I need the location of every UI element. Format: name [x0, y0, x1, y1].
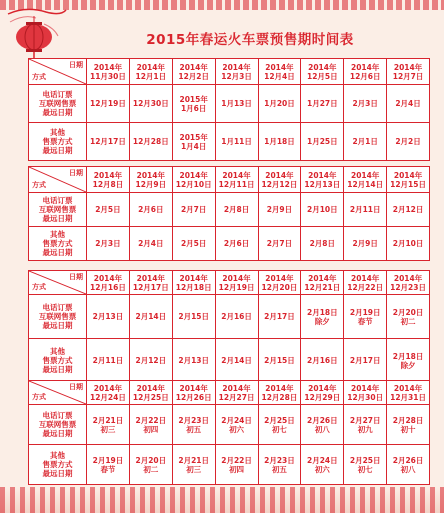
date-cell: 1月27日 — [301, 85, 344, 123]
date-header-cell: 2014年 12月14日 — [344, 167, 387, 193]
date-cell: 2月18日 除夕 — [301, 295, 344, 339]
date-cell: 2月13日 — [172, 339, 215, 383]
date-cell: 2月22日 初四 — [215, 445, 258, 485]
date-cell: 2月12日 — [387, 193, 430, 227]
date-header-cell: 2014年 12月8日 — [87, 167, 130, 193]
phone-online-row-label: 电话订票 互联网售票 最远日期 — [29, 193, 87, 227]
date-cell: 2月3日 — [87, 227, 130, 261]
date-cell: 2月11日 — [87, 339, 130, 383]
date-header-cell: 2014年 12月21日 — [301, 271, 344, 295]
method-header-label: 方式 — [32, 181, 46, 189]
phone-online-row-label: 电话订票 互联网售票 最远日期 — [29, 405, 87, 445]
date-cell: 2月19日 春节 — [344, 295, 387, 339]
date-cell: 2月8日 — [301, 227, 344, 261]
date-cell: 1月13日 — [215, 85, 258, 123]
phone-online-row-label: 电话订票 互联网售票 最远日期 — [29, 85, 87, 123]
method-header-label: 方式 — [32, 283, 46, 291]
other-row-label: 其他 售票方式 最远日期 — [29, 227, 87, 261]
date-cell: 2月7日 — [258, 227, 301, 261]
phone-online-row — [29, 85, 430, 123]
date-header-label: 日期 — [69, 169, 83, 177]
date-cell: 2月10日 — [301, 193, 344, 227]
date-header-cell: 2014年 12月16日 — [87, 271, 130, 295]
date-header-cell: 2014年 12月28日 — [258, 381, 301, 405]
date-header-cell: 2014年 12月6日 — [344, 59, 387, 85]
date-cell: 12月28日 — [129, 123, 172, 161]
date-cell: 2月13日 — [87, 295, 130, 339]
bottom-decorative-border — [0, 487, 444, 513]
corner-cell — [29, 271, 87, 295]
date-cell: 2月4日 — [387, 85, 430, 123]
date-cell: 2月25日 初七 — [258, 405, 301, 445]
date-cell: 2月16日 — [301, 339, 344, 383]
date-header-cell: 2014年 12月4日 — [258, 59, 301, 85]
date-header-cell: 2014年 12月22日 — [344, 271, 387, 295]
date-header-cell: 2014年 12月3日 — [215, 59, 258, 85]
corner-cell — [29, 381, 87, 405]
date-cell: 2月9日 — [258, 193, 301, 227]
corner-cell — [29, 59, 87, 85]
date-cell: 2月21日 初三 — [172, 445, 215, 485]
date-header-cell: 2014年 12月20日 — [258, 271, 301, 295]
date-cell: 12月17日 — [87, 123, 130, 161]
date-header-cell: 2014年 12月26日 — [172, 381, 215, 405]
phone-online-row — [29, 193, 430, 227]
date-header-cell: 2014年 12月25日 — [129, 381, 172, 405]
date-cell: 2月9日 — [344, 227, 387, 261]
date-cell: 2月8日 — [215, 193, 258, 227]
other-row-label: 其他 售票方式 最远日期 — [29, 445, 87, 485]
date-header-cell: 2014年 12月7日 — [387, 59, 430, 85]
date-header-cell: 2014年 12月17日 — [129, 271, 172, 295]
date-cell: 2月5日 — [172, 227, 215, 261]
date-header-cell: 2014年 12月19日 — [215, 271, 258, 295]
header-row — [29, 167, 430, 193]
other-method-row — [29, 445, 430, 485]
date-cell: 2月24日 初六 — [301, 445, 344, 485]
other-row-label: 其他 售票方式 最远日期 — [29, 339, 87, 383]
date-header-cell: 2014年 12月9日 — [129, 167, 172, 193]
schedule-table-4 — [28, 380, 430, 485]
date-header-cell: 2014年 12月30日 — [344, 381, 387, 405]
date-cell: 2月6日 — [129, 193, 172, 227]
other-method-row — [29, 123, 430, 161]
date-header-cell: 2014年 12月1日 — [129, 59, 172, 85]
date-header-cell: 2014年 12月27日 — [215, 381, 258, 405]
date-header-cell: 2014年 12月15日 — [387, 167, 430, 193]
phone-online-row — [29, 295, 430, 339]
date-header-label: 日期 — [69, 61, 83, 69]
date-cell: 2月26日 初八 — [387, 445, 430, 485]
date-cell: 2月2日 — [387, 123, 430, 161]
date-header-cell: 2014年 12月10日 — [172, 167, 215, 193]
date-cell: 1月18日 — [258, 123, 301, 161]
date-header-cell: 2014年 12月29日 — [301, 381, 344, 405]
date-cell: 2月22日 初四 — [129, 405, 172, 445]
date-cell: 2月3日 — [344, 85, 387, 123]
schedule-table-2 — [28, 166, 430, 261]
date-cell: 2月15日 — [258, 339, 301, 383]
date-header-cell: 2014年 12月11日 — [215, 167, 258, 193]
date-cell: 2月17日 — [258, 295, 301, 339]
date-cell: 2月14日 — [129, 295, 172, 339]
schedule-table-1 — [28, 58, 430, 161]
date-cell: 2月26日 初八 — [301, 405, 344, 445]
date-header-cell: 2014年 12月31日 — [387, 381, 430, 405]
date-cell: 2月1日 — [344, 123, 387, 161]
method-header-label: 方式 — [32, 73, 46, 81]
other-method-row — [29, 227, 430, 261]
date-cell: 2月15日 — [172, 295, 215, 339]
header-row — [29, 59, 430, 85]
date-header-label: 日期 — [69, 273, 83, 281]
date-cell: 2月28日 初十 — [387, 405, 430, 445]
phone-online-row — [29, 405, 430, 445]
date-cell: 12月19日 — [87, 85, 130, 123]
date-cell: 2月10日 — [387, 227, 430, 261]
date-cell: 2015年 1月6日 — [172, 85, 215, 123]
date-header-cell: 2014年 12月12日 — [258, 167, 301, 193]
date-cell: 2月18日 除夕 — [387, 339, 430, 383]
header-row — [29, 381, 430, 405]
lantern-decoration-icon — [6, 4, 68, 62]
date-cell: 2月23日 初五 — [258, 445, 301, 485]
phone-online-row-label: 电话订票 互联网售票 最远日期 — [29, 295, 87, 339]
date-cell: 2015年 1月4日 — [172, 123, 215, 161]
date-cell: 12月30日 — [129, 85, 172, 123]
date-header-cell: 2014年 12月2日 — [172, 59, 215, 85]
date-header-cell: 2014年 11月30日 — [87, 59, 130, 85]
date-cell: 2月7日 — [172, 193, 215, 227]
other-row-label: 其他 售票方式 最远日期 — [29, 123, 87, 161]
date-cell: 1月11日 — [215, 123, 258, 161]
page-title: 2015年春运火车票预售期时间表 — [146, 32, 354, 48]
date-header-cell: 2014年 12月5日 — [301, 59, 344, 85]
corner-cell — [29, 167, 87, 193]
schedule-table-3 — [28, 270, 430, 383]
date-cell: 2月17日 — [344, 339, 387, 383]
method-header-label: 方式 — [32, 393, 46, 401]
date-cell: 2月21日 初三 — [87, 405, 130, 445]
date-cell: 2月23日 初五 — [172, 405, 215, 445]
date-header-cell: 2014年 12月18日 — [172, 271, 215, 295]
date-cell: 2月6日 — [215, 227, 258, 261]
date-cell: 2月4日 — [129, 227, 172, 261]
date-cell: 2月11日 — [344, 193, 387, 227]
header-row — [29, 271, 430, 295]
date-header-cell: 2014年 12月24日 — [87, 381, 130, 405]
date-cell: 2月20日 初二 — [129, 445, 172, 485]
date-cell: 2月19日 春节 — [87, 445, 130, 485]
date-cell: 2月14日 — [215, 339, 258, 383]
other-method-row — [29, 339, 430, 383]
date-cell: 2月27日 初九 — [344, 405, 387, 445]
date-cell: 1月20日 — [258, 85, 301, 123]
date-cell: 2月16日 — [215, 295, 258, 339]
date-cell: 2月5日 — [87, 193, 130, 227]
date-cell: 1月25日 — [301, 123, 344, 161]
date-header-cell: 2014年 12月13日 — [301, 167, 344, 193]
date-header-cell: 2014年 12月23日 — [387, 271, 430, 295]
date-cell: 2月25日 初七 — [344, 445, 387, 485]
date-cell: 2月20日 初二 — [387, 295, 430, 339]
date-header-label: 日期 — [69, 383, 83, 391]
date-cell: 2月12日 — [129, 339, 172, 383]
date-cell: 2月24日 初六 — [215, 405, 258, 445]
